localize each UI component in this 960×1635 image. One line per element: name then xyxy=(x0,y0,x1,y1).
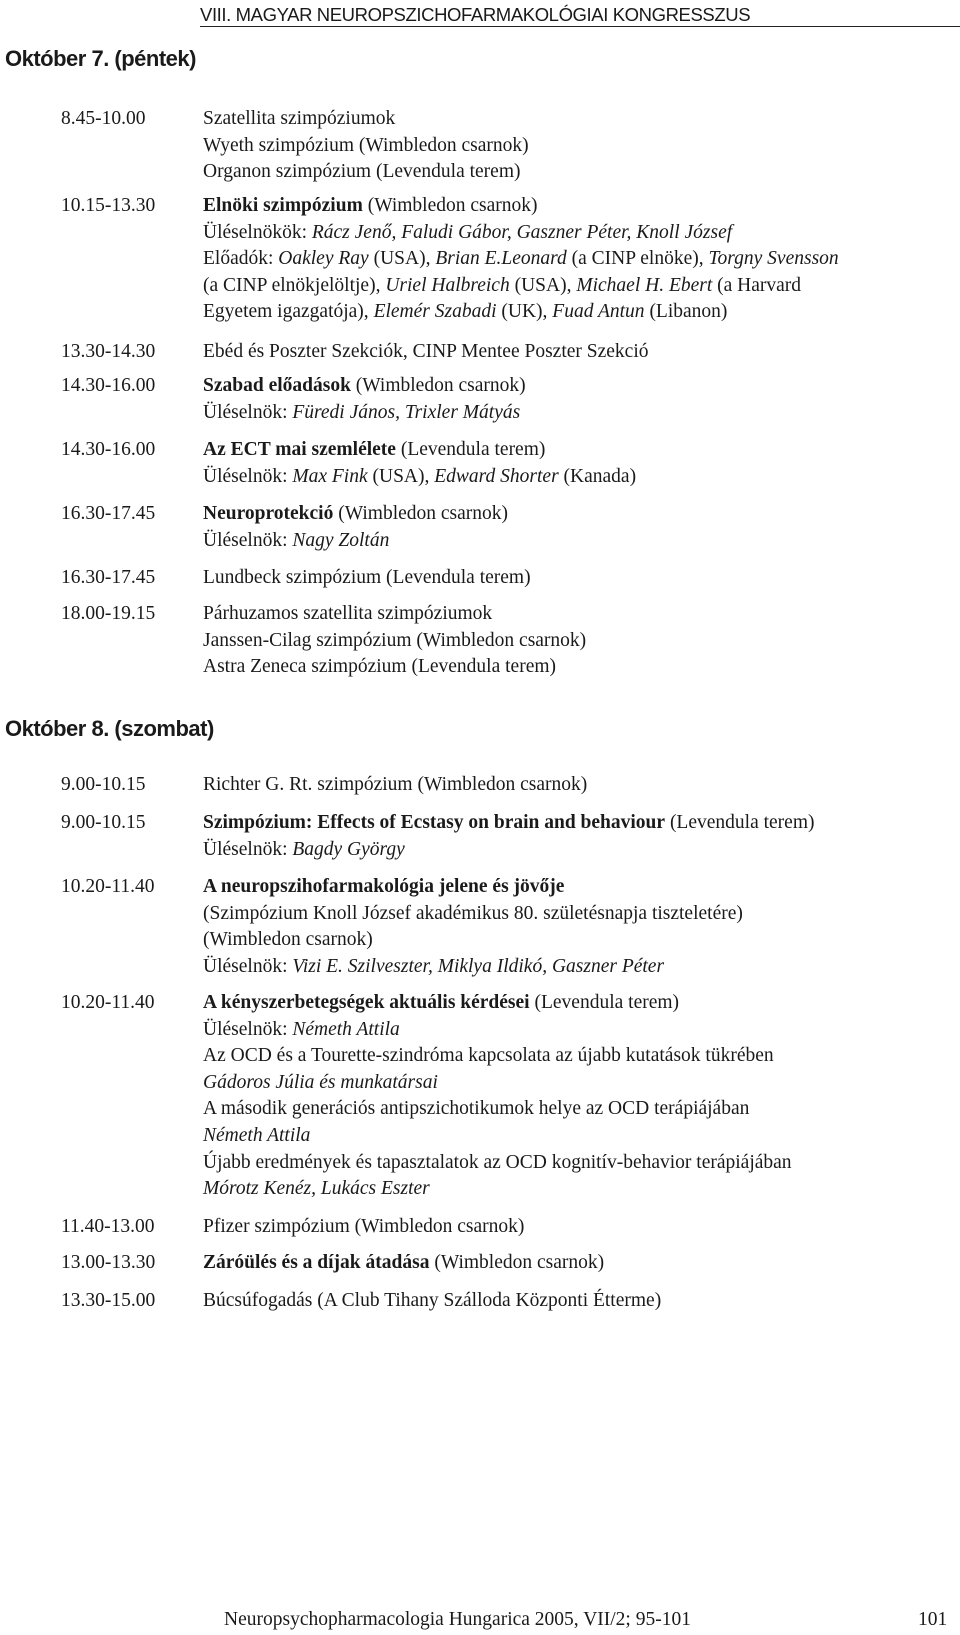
session-text: Wyeth szimpózium (Wimbledon csarnok) xyxy=(203,134,529,156)
session-title: A neuropszihofarmakológia jelene és jövője xyxy=(203,876,565,897)
session-text: Újabb eredmények és tapasztalatok az OCD kognitív-behavior terápiájában xyxy=(203,1151,792,1173)
session-line xyxy=(203,373,526,399)
person-name: Michael H. Ebert xyxy=(576,274,713,296)
person-name: Nagy Zoltán xyxy=(292,529,390,551)
session-line xyxy=(203,220,732,246)
session-text: Üléselnök: xyxy=(203,838,293,860)
session-title: Az ECT mai szemlélete xyxy=(203,439,396,460)
person-name: Brian E.Leonard xyxy=(435,248,567,270)
session-time: 13.30-14.30 xyxy=(61,341,156,362)
session-text: (USA), xyxy=(368,248,436,270)
session-title: Elnöki szimpózium xyxy=(203,195,363,216)
session-text: (Szimpózium Knoll József akadémikus 80. születésnapja tiszteletére) xyxy=(203,902,743,924)
session-text: (USA), xyxy=(509,274,577,296)
session-time: 13.00-13.30 xyxy=(61,1252,156,1273)
person-name: Edward Shorter xyxy=(434,465,559,487)
session-line xyxy=(203,628,586,654)
session-line xyxy=(203,1214,524,1240)
session-time: 8.45-10.00 xyxy=(61,108,146,129)
session-text: (Libanon) xyxy=(644,301,728,323)
session-line xyxy=(203,437,545,463)
person-name: Max Fink xyxy=(292,465,368,487)
session-line xyxy=(203,400,520,426)
session-line xyxy=(203,464,636,490)
session-line xyxy=(203,1043,774,1069)
person-name: Uriel Halbreich xyxy=(385,274,510,296)
session-line xyxy=(203,1288,661,1314)
session-line xyxy=(203,528,389,554)
session-line xyxy=(203,1096,749,1122)
session-text: Búcsúfogadás (A Club Tihany Szálloda Központi Étterme) xyxy=(203,1290,662,1311)
session-text: Üléselnökök: xyxy=(203,221,312,243)
session-text: Janssen-Cilag szimpózium (Wimbledon csarnok) xyxy=(203,629,587,651)
session-line xyxy=(203,299,727,325)
session-text: (Kanada) xyxy=(558,465,637,487)
session-line xyxy=(203,1250,604,1276)
person-name: Oakley Ray xyxy=(278,248,369,270)
running-head: VIII. MAGYAR NEUROPSZICHOFARMAKOLÓGIAI KONGRESSZUS xyxy=(200,4,751,25)
session-line xyxy=(203,106,395,132)
session-text: Párhuzamos szatellita szimpóziumok xyxy=(203,603,493,624)
session-text: (Levendula terem) xyxy=(665,812,815,833)
person-name: Bagdy György xyxy=(292,838,405,860)
session-text: Üléselnök: xyxy=(203,955,293,977)
session-title: Záróülés és a díjak átadása xyxy=(203,1252,430,1273)
session-line xyxy=(203,246,839,272)
session-text: Egyetem igazgatója), xyxy=(203,301,374,323)
session-time: 10.15-13.30 xyxy=(61,195,156,216)
session-text: (a CINP elnöke), xyxy=(566,248,709,270)
session-line xyxy=(203,339,649,365)
session-text: (UK), xyxy=(496,301,553,323)
person-name: Elemér Szabadi xyxy=(373,301,497,323)
session-title: Szabad előadások xyxy=(203,375,351,396)
person-name: Vizi E. Szilveszter, Miklya Ildikó, Gaszner Péter xyxy=(292,955,665,977)
session-line xyxy=(203,810,814,836)
session-time: 9.00-10.15 xyxy=(61,812,146,833)
session-time: 14.30-16.00 xyxy=(61,439,156,460)
session-text: Üléselnök: xyxy=(203,465,293,487)
session-text: Üléselnök: xyxy=(203,529,293,551)
session-line xyxy=(203,193,538,219)
session-line xyxy=(203,1150,792,1176)
session-line xyxy=(203,501,508,527)
person-name: Rácz Jenő, Faludi Gábor, Gaszner Péter, Knoll József xyxy=(311,221,733,243)
day-heading: Október 8. (szombat) xyxy=(5,716,214,741)
session-text: (a Harvard xyxy=(712,274,802,296)
person-name: Gádoros Júlia és munkatársai xyxy=(203,1071,438,1093)
session-line xyxy=(203,1123,310,1149)
session-text: Szatellita szimpóziumok xyxy=(203,108,396,129)
session-text: Ebéd és Poszter Szekciók, CINP Mentee Poszter Szekció xyxy=(203,341,649,362)
session-line xyxy=(203,159,521,185)
session-text: (a CINP elnökjelöltje), xyxy=(203,274,386,296)
session-line xyxy=(203,1070,438,1096)
person-name: Németh Attila xyxy=(292,1018,400,1040)
session-text: Üléselnök: xyxy=(203,1018,293,1040)
session-line xyxy=(203,654,556,680)
session-time: 10.20-11.40 xyxy=(61,992,155,1013)
session-text: (Wimbledon csarnok) xyxy=(333,503,509,524)
session-text: Lundbeck szimpózium (Levendula terem) xyxy=(203,567,531,588)
session-text: Üléselnök: xyxy=(203,401,293,423)
person-name: Füredi János, Trixler Mátyás xyxy=(292,401,521,423)
day-heading: Október 7. (péntek) xyxy=(5,46,196,71)
session-text: (Wimbledon csarnok) xyxy=(203,929,373,951)
session-line xyxy=(203,874,564,900)
session-text: Pfizer szimpózium (Wimbledon csarnok) xyxy=(203,1216,525,1237)
session-text: A második generációs antipszichotikumok helye az OCD terápiájában xyxy=(203,1098,750,1120)
session-line xyxy=(203,954,664,980)
session-text: (Wimbledon csarnok) xyxy=(429,1252,605,1273)
session-line xyxy=(203,901,743,927)
session-text: (Wimbledon csarnok) xyxy=(362,195,538,216)
session-line xyxy=(203,601,492,627)
session-time: 16.30-17.45 xyxy=(61,503,156,524)
session-time: 10.20-11.40 xyxy=(61,876,155,897)
session-title: Neuroprotekció xyxy=(203,503,334,524)
session-line xyxy=(203,990,679,1016)
footer-journal: Neuropsychopharmacologia Hungarica 2005, VII/2; 95-101 xyxy=(224,1609,691,1630)
session-text: Astra Zeneca szimpózium (Levendula terem) xyxy=(203,656,557,678)
session-title: Szimpózium: Effects of Ecstasy on brain and behaviour xyxy=(203,812,666,833)
session-line xyxy=(203,772,587,798)
person-name: Fuad Antun xyxy=(552,301,645,323)
session-text: (Levendula terem) xyxy=(395,439,546,460)
header-rule xyxy=(200,26,960,27)
session-line xyxy=(203,1017,400,1043)
session-text: Richter G. Rt. szimpózium (Wimbledon csarnok) xyxy=(203,774,588,795)
session-title: A kényszerbetegségek aktuális kérdései xyxy=(203,992,530,1013)
session-time: 13.30-15.00 xyxy=(61,1290,156,1311)
session-text: (USA), xyxy=(367,465,435,487)
session-line xyxy=(203,927,373,953)
session-time: 9.00-10.15 xyxy=(61,774,146,795)
session-line xyxy=(203,1176,430,1202)
session-text: Az OCD és a Tourette-szindróma kapcsolata az újabb kutatások tükrében xyxy=(203,1045,774,1067)
session-line xyxy=(203,565,531,591)
session-line xyxy=(203,133,529,159)
session-text: Előadók: xyxy=(203,248,279,270)
session-time: 11.40-13.00 xyxy=(61,1216,155,1237)
session-text: (Levendula terem) xyxy=(529,992,680,1013)
session-time: 14.30-16.00 xyxy=(61,375,156,396)
session-line xyxy=(203,837,405,863)
person-name: Németh Attila xyxy=(203,1125,311,1146)
person-name: Mórotz Kenéz, Lukács Eszter xyxy=(203,1178,430,1200)
session-text: (Wimbledon csarnok) xyxy=(350,375,526,396)
session-text: Organon szimpózium (Levendula terem) xyxy=(203,161,521,183)
person-name: Torgny Svensson xyxy=(708,248,839,270)
session-line xyxy=(203,273,801,299)
page-number: 101 xyxy=(918,1609,948,1630)
session-time: 18.00-19.15 xyxy=(61,603,156,624)
session-time: 16.30-17.45 xyxy=(61,567,156,588)
